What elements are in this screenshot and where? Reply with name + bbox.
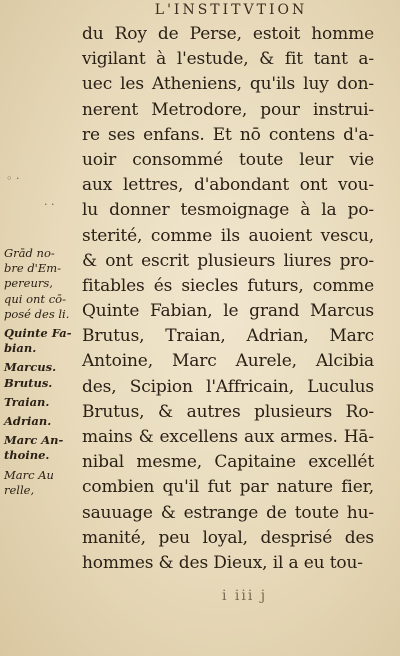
body-line: manité, peu loyal, desprisé des [82, 527, 374, 548]
margin-note: Marcus. [4, 360, 57, 375]
body-line: des, Scipion l'Affricain, Luculus [82, 376, 374, 397]
body-line: nibal mesme, Capitaine excellét [82, 452, 374, 473]
margin-note: bian. [4, 341, 37, 356]
margin-note: Quinte Fa- [4, 326, 72, 341]
body-line: vigilant à l'estude, & fit tant a- [82, 49, 374, 70]
running-head: L'INSTITVTION [154, 2, 308, 18]
margin-note: qui ont cō- [4, 291, 66, 306]
margin-note: thoine. [4, 448, 50, 463]
body-line: sauuage & estrange de toute hu- [82, 502, 374, 523]
body-line: Antoine, Marc Aurele, Alcibia [82, 351, 374, 372]
body-line: hommes & des Dieux, il a eu tou- [82, 552, 363, 573]
margin-note: bre d'Em- [4, 261, 62, 276]
margin-note: pereurs, [4, 276, 53, 291]
body-line: nerent Metrodore, pour instrui- [82, 99, 374, 120]
body-line: Brutus, & autres plusieurs Ro- [82, 401, 374, 422]
margin-note: Grād no- [4, 246, 55, 260]
margin-notes [4, 246, 80, 498]
body-line: uec les Atheniens, qu'ils luy don- [82, 74, 374, 95]
body-line: combien qu'il fut par nature fier, [82, 477, 374, 498]
body-line: mains & excellens aux armes. Hā- [82, 427, 374, 447]
body-line: sterité, comme ils auoient vescu, [82, 225, 374, 246]
body-text [82, 22, 374, 576]
margin-note: Marc Au [4, 467, 54, 482]
body-line: aux lettres, d'abondant ont vou- [82, 175, 374, 196]
margin-note: Marc An- [4, 433, 64, 448]
marginal-ink-mark: ◦ · [6, 172, 20, 185]
body-line: du Roy de Perse, estoit homme [82, 24, 374, 44]
body-line: & ont escrit plusieurs liures pro- [82, 250, 374, 271]
body-line: lu donner tesmoignage à la po- [82, 200, 374, 221]
body-line: re ses enfans. Et nō contens d'a- [82, 124, 374, 145]
body-line: Quinte Fabian, le grand Marcus [82, 301, 374, 322]
body-line: fitables és siecles futurs, comme [82, 275, 374, 296]
margin-note: posé des li. [4, 306, 70, 321]
margin-note: relle, [4, 482, 35, 497]
body-line: uoir consommé toute leur vie [82, 149, 374, 170]
margin-note: Traian. [4, 394, 50, 409]
margin-note: Brutus. [4, 375, 53, 390]
marginal-ink-mark: · · [44, 198, 55, 211]
margin-note: Adrian. [4, 414, 52, 429]
signature-mark: i iii j [222, 588, 268, 604]
body-line: Brutus, Traian, Adrian, Marc [82, 326, 374, 347]
